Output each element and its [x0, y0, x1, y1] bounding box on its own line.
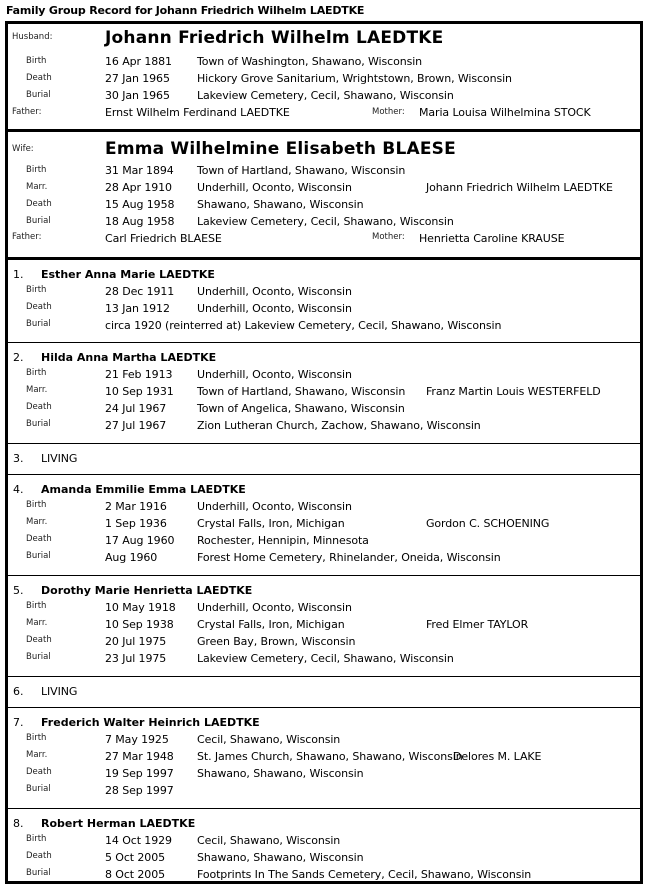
event-type: Burial: [26, 551, 51, 561]
spouse-name: Johann Friedrich Wilhelm LAEDTKE: [426, 181, 613, 194]
child-section: [8, 474, 640, 575]
event-date: 8 Oct 2005: [105, 868, 166, 881]
event-date: 23 Jul 1975: [105, 652, 167, 665]
event-place: Cecil, Shawano, Wisconsin: [197, 733, 341, 746]
husband-label: Husband:: [12, 32, 53, 42]
event-date: 24 Jul 1967: [105, 402, 167, 415]
event-date: 30 Jan 1965: [105, 89, 170, 102]
event-place: Underhill, Oconto, Wisconsin: [197, 302, 352, 315]
child-number: 1.: [13, 268, 24, 281]
event-place: Underhill, Oconto, Wisconsin: [197, 601, 352, 614]
record-frame: [5, 21, 643, 884]
child-section: [8, 808, 640, 881]
child-number: 2.: [13, 351, 24, 364]
event-date: 10 May 1918: [105, 601, 176, 614]
event-type: Death: [26, 534, 52, 544]
mother-name: Henrietta Caroline KRAUSE: [419, 232, 565, 245]
event-type: Marr.: [26, 618, 48, 628]
child-name: Hilda Anna Martha LAEDTKE: [41, 351, 217, 364]
wife-name: Emma Wilhelmine Elisabeth BLAESE: [105, 139, 456, 159]
child-name: Frederich Walter Heinrich LAEDTKE: [41, 716, 260, 729]
child-section: [8, 676, 640, 707]
event-date: 27 Mar 1948: [105, 750, 174, 763]
event-place: Underhill, Oconto, Wisconsin: [197, 368, 352, 381]
event-place: Zion Lutheran Church, Zachow, Shawano, Wisconsin: [197, 419, 481, 432]
event-date: 28 Dec 1911: [105, 285, 175, 298]
child-number: 5.: [13, 584, 24, 597]
event-place: Lakeview Cemetery, Cecil, Shawano, Wisconsin: [197, 215, 454, 228]
event-date: 15 Aug 1958: [105, 198, 175, 211]
child-section: [8, 575, 640, 676]
event-date: 28 Sep 1997: [105, 784, 174, 797]
spouse-name: Delores M. LAKE: [453, 750, 542, 763]
child-number: 6.: [13, 685, 24, 698]
event-date: 27 Jan 1965: [105, 72, 170, 85]
event-place: Shawano, Shawano, Wisconsin: [197, 198, 364, 211]
event-type: Birth: [26, 601, 47, 611]
father-name: Carl Friedrich BLAESE: [105, 232, 222, 245]
event-type: Marr.: [26, 385, 48, 395]
event-place: Shawano, Shawano, Wisconsin: [197, 851, 364, 864]
child-name: LIVING: [41, 685, 78, 698]
event-type: Birth: [26, 733, 47, 743]
spouse-name: Franz Martin Louis WESTERFELD: [426, 385, 601, 398]
event-place: Crystal Falls, Iron, Michigan: [197, 618, 345, 631]
event-type: Death: [26, 302, 52, 312]
child-section: [8, 342, 640, 443]
event-type: Marr.: [26, 182, 48, 192]
event-type: Death: [26, 402, 52, 412]
mother-label: Mother:: [372, 107, 405, 117]
event-place: Hickory Grove Sanitarium, Wrightstown, Brown, Wisconsin: [197, 72, 512, 85]
event-type: Burial: [26, 868, 51, 878]
event-date: 2 Mar 1916: [105, 500, 167, 513]
event-place: Town of Hartland, Shawano, Wisconsin: [197, 164, 406, 177]
child-number: 3.: [13, 452, 24, 465]
event-date: 18 Aug 1958: [105, 215, 175, 228]
event-date: 16 Apr 1881: [105, 55, 172, 68]
event-place: Underhill, Oconto, Wisconsin: [197, 500, 352, 513]
husband-section: [8, 24, 640, 129]
event-date: 14 Oct 1929: [105, 834, 172, 847]
event-place: Cecil, Shawano, Wisconsin: [197, 834, 341, 847]
event-date: circa 1920 (reinterred at) Lakeview Cemetery, Cecil, Shawano, Wisconsin: [105, 319, 502, 332]
event-type: Death: [26, 635, 52, 645]
event-date: 10 Sep 1931: [105, 385, 174, 398]
event-type: Birth: [26, 56, 47, 66]
event-place: Rochester, Hennipin, Minnesota: [197, 534, 369, 547]
event-date: 10 Sep 1938: [105, 618, 174, 631]
husband-name: Johann Friedrich Wilhelm LAEDTKE: [105, 28, 444, 48]
event-type: Burial: [26, 90, 51, 100]
event-place: Lakeview Cemetery, Cecil, Shawano, Wisconsin: [197, 89, 454, 102]
event-place: Underhill, Oconto, Wisconsin: [197, 285, 352, 298]
mother-label: Mother:: [372, 232, 405, 242]
event-type: Birth: [26, 500, 47, 510]
page-title: Family Group Record for Johann Friedrich Wilhelm LAEDTKE: [6, 4, 365, 17]
event-type: Death: [26, 767, 52, 777]
child-name: Dorothy Marie Henrietta LAEDTKE: [41, 584, 253, 597]
event-type: Burial: [26, 784, 51, 794]
event-date: 20 Jul 1975: [105, 635, 167, 648]
event-place: Lakeview Cemetery, Cecil, Shawano, Wisconsin: [197, 652, 454, 665]
event-place: Town of Hartland, Shawano, Wisconsin: [197, 385, 406, 398]
event-type: Burial: [26, 216, 51, 226]
father-name: Ernst Wilhelm Ferdinand LAEDTKE: [105, 106, 290, 119]
event-place: Underhill, Oconto, Wisconsin: [197, 181, 352, 194]
event-type: Birth: [26, 285, 47, 295]
child-number: 4.: [13, 483, 24, 496]
father-label: Father:: [12, 107, 42, 117]
event-type: Birth: [26, 834, 47, 844]
event-date: 31 Mar 1894: [105, 164, 174, 177]
event-date: 17 Aug 1960: [105, 534, 175, 547]
event-date: 28 Apr 1910: [105, 181, 172, 194]
child-number: 8.: [13, 817, 24, 830]
event-place: Footprints In The Sands Cemetery, Cecil, Shawano, Wisconsin: [197, 868, 532, 881]
event-date: 7 May 1925: [105, 733, 169, 746]
event-date: 27 Jul 1967: [105, 419, 167, 432]
event-date: 19 Sep 1997: [105, 767, 174, 780]
event-type: Birth: [26, 165, 47, 175]
event-type: Marr.: [26, 750, 48, 760]
child-name: Esther Anna Marie LAEDTKE: [41, 268, 215, 281]
event-date: Aug 1960: [105, 551, 158, 564]
mother-name: Maria Louisa Wilhelmina STOCK: [419, 106, 591, 119]
child-name: LIVING: [41, 452, 78, 465]
child-section: [8, 257, 640, 342]
child-name: Amanda Emmilie Emma LAEDTKE: [41, 483, 246, 496]
event-type: Birth: [26, 368, 47, 378]
father-label: Father:: [12, 232, 42, 242]
event-type: Death: [26, 199, 52, 209]
child-number: 7.: [13, 716, 24, 729]
spouse-name: Gordon C. SCHOENING: [426, 517, 550, 530]
child-section: [8, 443, 640, 474]
event-place: Town of Washington, Shawano, Wisconsin: [197, 55, 423, 68]
event-type: Burial: [26, 319, 51, 329]
event-date: 1 Sep 1936: [105, 517, 167, 530]
event-place: Town of Angelica, Shawano, Wisconsin: [197, 402, 405, 415]
event-type: Death: [26, 851, 52, 861]
event-type: Marr.: [26, 517, 48, 527]
event-date: 5 Oct 2005: [105, 851, 166, 864]
event-type: Death: [26, 73, 52, 83]
event-place: Shawano, Shawano, Wisconsin: [197, 767, 364, 780]
event-date: 13 Jan 1912: [105, 302, 170, 315]
event-place: Green Bay, Brown, Wisconsin: [197, 635, 356, 648]
event-date: 21 Feb 1913: [105, 368, 173, 381]
event-type: Burial: [26, 652, 51, 662]
event-type: Burial: [26, 419, 51, 429]
wife-label: Wife:: [12, 144, 34, 154]
event-place: Crystal Falls, Iron, Michigan: [197, 517, 345, 530]
wife-section: [8, 129, 640, 257]
child-name: Robert Herman LAEDTKE: [41, 817, 196, 830]
event-place: St. James Church, Shawano, Shawano, Wisconsin: [197, 750, 463, 763]
event-place: Forest Home Cemetery, Rhinelander, Oneida, Wisconsin: [197, 551, 501, 564]
spouse-name: Fred Elmer TAYLOR: [426, 618, 529, 631]
child-section: [8, 707, 640, 808]
